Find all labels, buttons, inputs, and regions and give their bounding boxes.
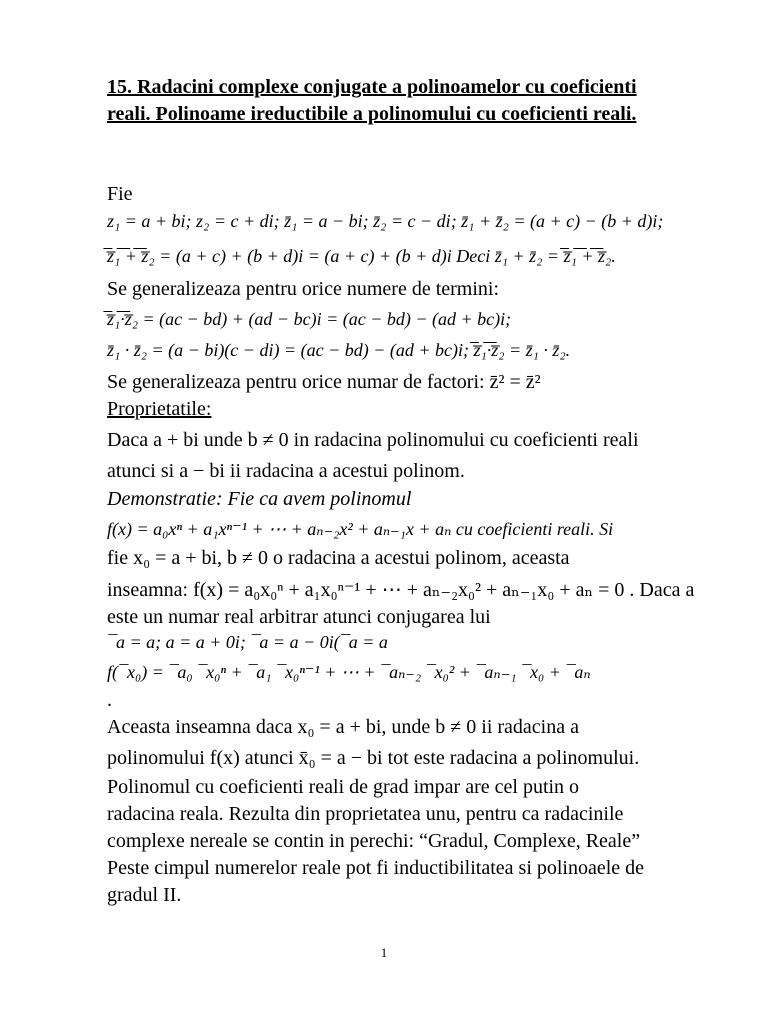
formula-line: ̅z̅₁̅·̅z̅₂ = (ac − bd) + (ad − bc)i = (ac − bd) − (ad + bc)i; bbox=[107, 309, 512, 329]
text-line: fie x₀ = a + bi, b ≠ 0 o radacina a acestui polinom, aceasta bbox=[107, 547, 570, 569]
formula-line: f(x) = a₀xⁿ + a₁xⁿ⁻¹ + ⋯ + aₙ₋₂x² + aₙ₋₁x + aₙ cu coeficienti reali. Si bbox=[107, 519, 614, 539]
text-line: Peste cimpul numerelor reale pot fi inductibilitatea si polinoaele de bbox=[107, 857, 645, 879]
doc-title-line-1: 15. Radacini complexe conjugate a polinoamelor cu coeficienti bbox=[107, 76, 637, 98]
text-line: Polinomul cu coeficienti reali de grad impar are cel putin o bbox=[107, 776, 580, 798]
text-line: Aceasta inseamna daca x₀ = a + bi, unde b ≠ 0 ii radacina a bbox=[107, 716, 579, 738]
text-line: este un numar real arbitrar atunci conjugarea lui bbox=[107, 606, 491, 628]
formula-line: z̄₁ · z̄₂ = (a − bi)(c − di) = (ac − bd) − (ad + bc)i; ̅z̅₁̅·̅z̅₂ = z̄₁ · z̄₂. bbox=[107, 340, 571, 360]
text-line: Se generalizeaza pentru orice numar de factori: z̄² = z̄² bbox=[107, 371, 541, 393]
formula-line: ̅z̅₁̅ ̅+̅ ̅z̅₂ = (a + c) + (b + d)i = (a + c) + (b + d)i Deci z̄₁ + z̄₂ = ̅z̅₁̅ ̅+̅ ̅z̅₂. bbox=[107, 246, 616, 266]
formula-line: f(¯x₀) = ¯a₀ ¯x₀ⁿ + ¯a₁ ¯x₀ⁿ⁻¹ + ⋯ + ¯aₙ₋₂ ¯x₀² + ¯aₙ₋₁ ¯x₀ + ¯aₙ bbox=[107, 662, 591, 682]
text-line: . bbox=[107, 689, 112, 711]
text-line: polinomului f(x) atunci x̄₀ = a − bi tot este radacina a polinomului. bbox=[107, 747, 640, 769]
page-number: 1 bbox=[380, 945, 388, 960]
text-line: Se generalizeaza pentru orice numere de termini: bbox=[107, 278, 500, 300]
formula-line: ¯a = a; a = a + 0i; ¯a = a − 0i(¯a = a bbox=[107, 632, 388, 652]
text-line: radacina reala. Rezulta din proprietatea unu, pentru ca radacinile bbox=[107, 803, 624, 825]
section-heading: Proprietatile: bbox=[107, 398, 212, 420]
text-line: complexe nereale se contin in perechi: “Gradul, Complexe, Reale” bbox=[107, 830, 641, 852]
text-line: Daca a + bi unde b ≠ 0 in radacina polinomului cu coeficienti reali bbox=[107, 429, 639, 451]
formula-line: z₁ = a + bi; z₂ = c + di; z̄₁ = a − bi; z̄₂ = c − di; z̄₁ + z̄₂ = (a + c) − (b + d)i; bbox=[107, 211, 664, 231]
doc-title-line-2: reali. Polinoame ireductibile a polinomului cu coeficienti reali. bbox=[107, 103, 637, 125]
text-line: inseamna: f(x) = a₀x₀ⁿ + a₁x₀ⁿ⁻¹ + ⋯ + aₙ₋₂x₀² + aₙ₋₁x₀ + aₙ = 0 . Daca a bbox=[107, 579, 695, 601]
text-line: atunci si a − bi ii radacina a acestui polinom. bbox=[107, 460, 465, 482]
text-line: Fie bbox=[107, 183, 133, 205]
demonstration-heading: Demonstratie: Fie ca avem polinomul bbox=[107, 488, 412, 510]
text-line: gradul II. bbox=[107, 884, 182, 906]
